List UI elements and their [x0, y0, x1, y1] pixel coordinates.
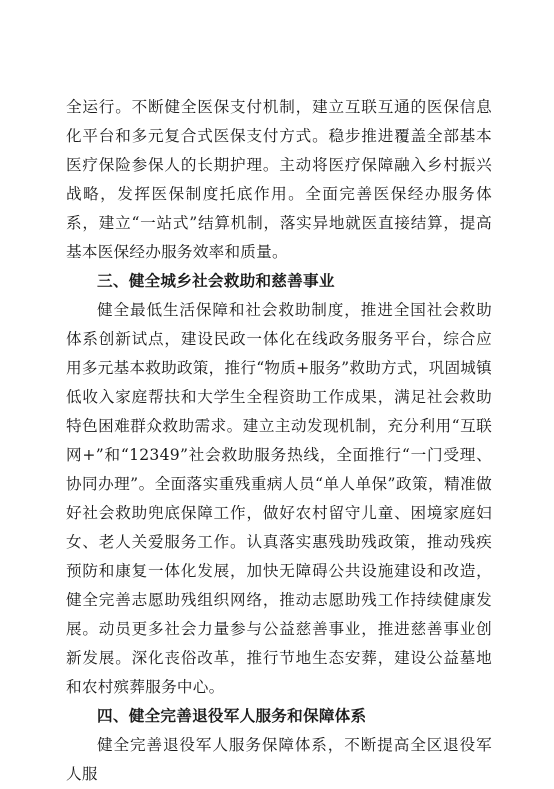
paragraph-social-assistance: 健全最低生活保障和社会救助制度，推进全国社会救助体系创新试点，建设民政一体化在线政务服务平台，综合应用多元基本救助政策，推行“物质+服务”救助方式，巩固城镇低收入家庭帮扶和大学生全程资助工作成果，满足社会救助特色困难群众救助需求。建立主动发现机制，充分利用“互联网+”和“12349”社会救助服务热线，全面推行“一门受理、协同办理”。全面落实重残重病人员“单人单保”政策，精准做好社会救助兜底保障工作，做好农村留守儿童、困境家庭妇女、老人关爱服务工作。认真落实惠残助残政策，推动残疾预防和康复一体化发展，加快无障碍公共设施建设和改造，健全完善志愿助残组织网络，推动志愿助残工作持续健康发展。动员更多社会力量参与公益慈善事业，推进慈善事业创新发展。深化丧俗改革，推行节地生态安葬，建设公益墓地和农村殡葬服务中心。 [66, 301, 492, 696]
paragraph-veterans: 健全完善退役军人服务保障体系，不断提高全区退役军人服 [66, 736, 492, 783]
section-heading-social-assistance: 三、健全城乡社会救助和慈善事业 [97, 272, 335, 290]
paragraph-medical-insurance: 全运行。不断健全医保支付机制，建立互联互通的医保信息化平台和多元复合式医保支付方式。稳步推进覆盖全部基本医疗保险参保人的长期护理。主动将医疗保障融入乡村振兴战略，发挥医保制度托底作用。全面完善医保经办服务体系，建立“一站式”结算机制，落实异地就医直接结算，提高基本医保经办服务效率和质量。 [66, 98, 492, 261]
document-body [66, 93, 492, 789]
section-heading-veterans: 四、健全完善退役军人服务和保障体系 [97, 707, 367, 725]
